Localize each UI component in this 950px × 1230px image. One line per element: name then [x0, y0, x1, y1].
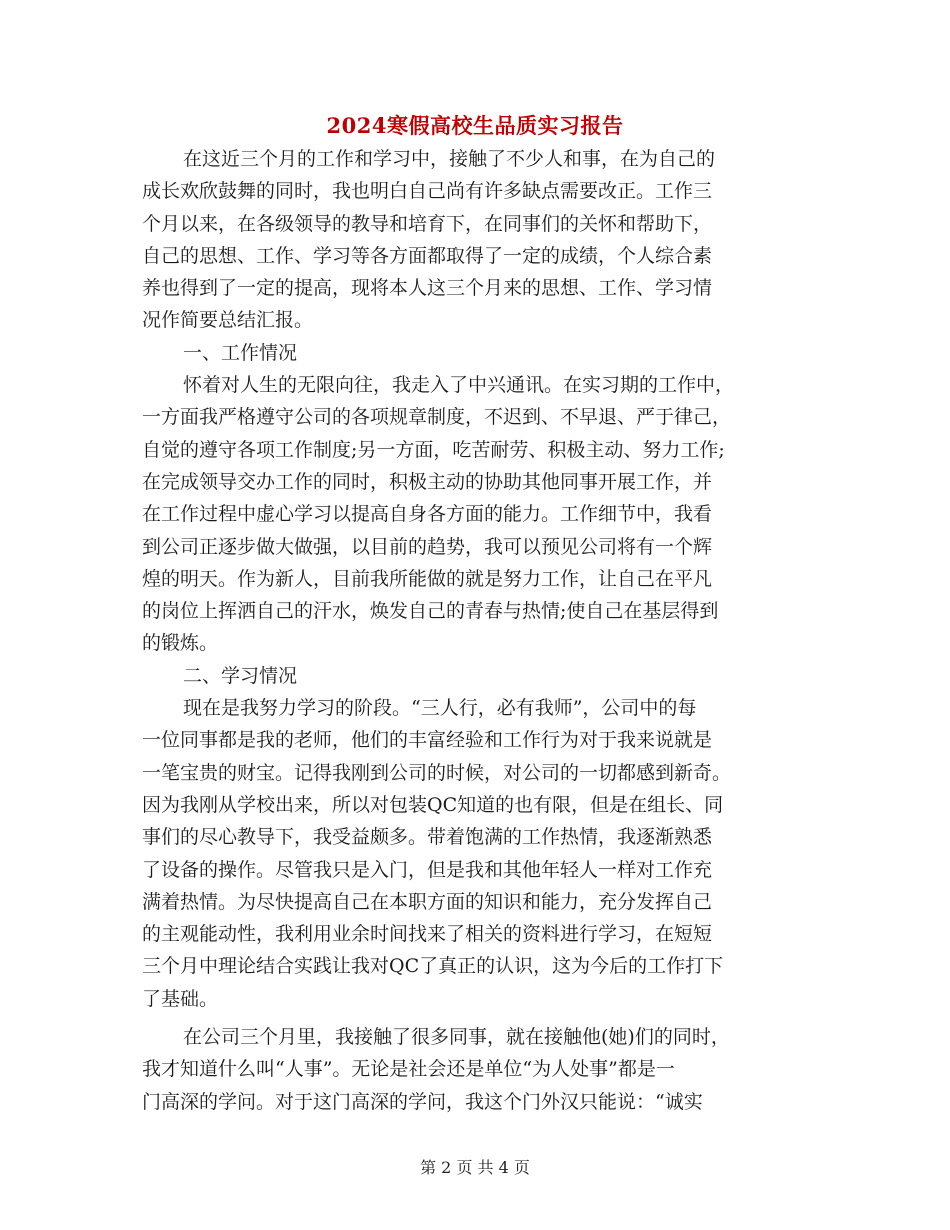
paragraph-line: 一位同事都是我的老师，他们的丰富经验和工作行为对于我来说就是 — [142, 729, 713, 752]
paragraph-line: 到公司正逐步做大做强，以目前的趋势，我可以预见公司将有一个辉 — [142, 535, 713, 558]
paragraph-line: 三个月中理论结合实践让我对QC了真正的认识，这为今后的工作打下 — [142, 955, 724, 978]
paragraph-line: 的锻炼。 — [142, 632, 219, 655]
paragraph-line: 的岗位上挥洒自己的汗水，焕发自己的青春与热情;使自己在基层得到 — [142, 600, 719, 623]
paragraph-line: 我才知道什么叫“人事”。无论是社会还是单位“为人处事”都是一 — [142, 1058, 675, 1081]
paragraph-line: 的主观能动性，我利用业余时间找来了相关的资料进行学习，在短短 — [142, 923, 713, 946]
paragraph-line: 一方面我严格遵守公司的各项规章制度，不迟到、不早退、严于律己， — [142, 406, 732, 429]
paragraph-line: 满着热情。为尽快提高自己在本职方面的知识和能力，充分发挥自己 — [142, 890, 713, 913]
paragraph-line: 在完成领导交办工作的同时，积极主动的协助其他同事开展工作，并 — [142, 470, 713, 493]
paragraph-line: 怀着对人生的无限向往，我走入了中兴通讯。在实习期的工作中， — [183, 374, 735, 397]
document-title: 2024寒假高校生品质实习报告 — [326, 113, 624, 138]
paragraph-line: 在公司三个月里，我接触了很多同事，就在接触他(她)们的同时， — [183, 1026, 730, 1049]
paragraph-line: 因为我刚从学校出来，所以对包装QC知道的也有限，但是在组长、同 — [142, 793, 724, 816]
paragraph-line: 一笔宝贵的财宝。记得我刚到公司的时候，对公司的一切都感到新奇。 — [142, 761, 732, 784]
paragraph-line: 煌的明天。作为新人，目前我所能做的就是努力工作，让自己在平凡 — [142, 567, 713, 590]
paragraph-line: 事们的尽心教导下，我受益颇多。带着饱满的工作热情，我逐渐熟悉 — [142, 826, 713, 849]
page-footer: 第 2 页 共 4 页 — [420, 1158, 530, 1177]
paragraph-line: 个月以来，在各级领导的教导和培育下，在同事们的关怀和帮助下， — [142, 212, 713, 235]
paragraph-line: 成长欢欣鼓舞的同时，我也明白自己尚有许多缺点需要改正。工作三 — [142, 180, 713, 203]
paragraph-line: 在工作过程中虚心学习以提高自身各方面的能力。工作细节中，我看 — [142, 503, 713, 526]
paragraph-line: 门高深的学问。对于这门高深的学问，我这个门外汉只能说：“诚实 — [142, 1090, 703, 1113]
paragraph-line: 况作简要总结汇报。 — [142, 309, 314, 332]
paragraph-line: 现在是我努力学习的阶段。“三人行，必有我师”，公司中的每 — [183, 697, 697, 720]
document-body — [142, 143, 807, 1118]
section-heading-work: 一、工作情况 — [183, 341, 298, 364]
paragraph-line: 自己的思想、工作、学习等各方面都取得了一定的成绩，个人综合素 — [142, 244, 713, 267]
paragraph-line: 自觉的遵守各项工作制度;另一方面，吃苦耐劳、积极主动、努力工作; — [142, 438, 725, 461]
paragraph-line: 养也得到了一定的提高，现将本人这三个月来的思想、工作、学习情 — [142, 277, 713, 300]
section-heading-study: 二、学习情况 — [183, 664, 298, 687]
paragraph-line: 在这近三个月的工作和学习中，接触了不少人和事，在为自己的 — [183, 148, 716, 170]
paragraph-line: 了基础。 — [142, 987, 219, 1010]
paragraph-line: 了设备的操作。尽管我只是入门，但是我和其他年轻人一样对工作充 — [142, 858, 713, 881]
